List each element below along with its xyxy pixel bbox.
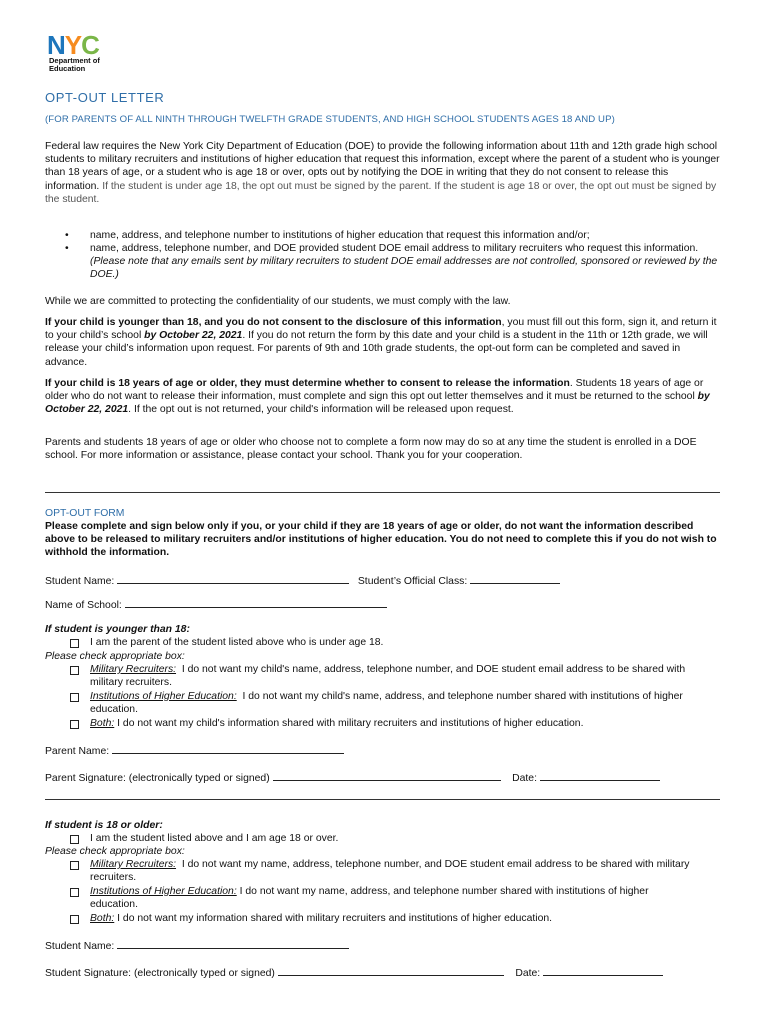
parent-name-label: Parent Name:: [45, 746, 110, 757]
over18-heading: If student is 18 or older:: [45, 820, 163, 831]
parent-military-checkbox[interactable]: [70, 666, 79, 675]
parent-confirm-checkbox[interactable]: [70, 639, 79, 648]
parent-name-field[interactable]: [112, 744, 344, 754]
nyc-doe-logo: [47, 33, 147, 83]
student-both-option: Both: I do not want my information shared with military recruiters and institutions of higher education.: [90, 913, 553, 924]
school-label: Name of School:: [45, 600, 122, 611]
divider: [45, 492, 720, 493]
parent-military-option: Military Recruiters: I do not want my child's name, address, telephone number, and DOE student email address to be shared with military recruiters.: [90, 664, 686, 689]
parent-both-checkbox[interactable]: [70, 720, 79, 729]
official-class-field[interactable]: [470, 574, 560, 584]
date-label: Date:: [515, 968, 541, 979]
bullet-text: name, address, telephone number, and DOE provided student DOE email address to military recruiters who request this information. (Please note that any emails sent by military recruiters to student DOE email addresses are not controlled, sponsored or reviewed by the DOE.): [90, 243, 718, 281]
student-military-option: Military Recruiters: I do not want my name, address, telephone number, and DOE student email address to be shared with military recruiters.: [90, 859, 690, 884]
under18-paragraph: If your child is younger than 18, and you do not consent to the disclosure of this information, you must fill out this form, sign it, and return it to your child’s school by October 22, 2021. If you do not return the form by this date and your child is a student in the 11th or 12th grade, we will release your child’s information upon request. For parents of 9th and 10th grade students, the opt-out form can be completed and saved in advance.: [45, 317, 717, 368]
student-confirm-label: I am the student listed above and I am age 18 or over.: [90, 833, 339, 844]
student-name-row: [45, 939, 725, 953]
form-title: OPT-OUT FORM: [45, 508, 125, 519]
intro-signature-rule: If the student is under age 18, the opt out must be signed by the parent. If the student is age 18 or over, the opt out must be signed by the student.: [45, 180, 717, 205]
under18-heading: If student is younger than 18:: [45, 624, 190, 635]
svg-text:NYC: NYC: [47, 33, 99, 57]
form-instructions: Please complete and sign below only if you, or your child if they are 18 years of age or older, do not want the information described above to be released to military recruiters and/or institutions of higher education. You do not need to complete this if you do not wish to withhold the information.: [45, 521, 717, 559]
parent-signature-row: [45, 771, 725, 785]
student-name-label: Student Name:: [45, 941, 115, 952]
school-row: [45, 598, 725, 612]
student-signature-label: Student Signature: (electronically typed or signed): [45, 968, 275, 979]
opt-out-letter-page: NYC Department of Education OPT-OUT LETTER (FOR PARENTS OF ALL NINTH THROUGH TWELFTH GRADE STUDENTS, AND HIGH SCHOOL STUDENTS AGES 18 AND UP) Federal law requires the New York City Department of Education (DOE) to provide the following information about 11th and 12th grade high school students to military recruiters and institutions of higher education that request this information, except where the parent of a student who is younger than 18 years of age, or a student who is age 18 or over, opts out by notifying the DOE in writing that they do not consent to release this information. If the student is under age 18, the opt out must be signed by the parent. If the student is age 18 or over, the opt out must be signed by the student. • name, address, and telephone number to institutions of higher education that request this information and/or; • name, address, telephone number, and DOE provided student DOE email address to military recruiters who request this information. (Please note that any emails sent by military recruiters to student DOE email addresses are not controlled, sponsored or reviewed by the DOE.) While we are committed to protecting the confidentiality of our students, we must comply with the law. If your child is younger than 18, and you do not consent to the disclosure of this information, you must fill out this form, sign it, and return it to your child’s school by October 22, 2021. If you do not return the form by this date and your child is a student in the 11th or 12th grade, we will release your child’s information upon request. For parents of 9th and 10th grade students, the opt-out form can be completed and saved in advance. If your child is 18 years of age or older, they must determine whether to consent to release the information. Students 18 years of age or older who do not want to release their information, must complete and sign this opt out letter themselves and it must be returned to the school by October 22, 2021. If the opt out is not returned, your child's information will be released upon request. Parents and students 18 years of age or older who choose not to complete a form now may do so at any time the student is enrolled in a DOE school. For more information or assistance, please contact your school. Thank you for your cooperation. OPT-OUT FORM Please complete and sign below only if you, or your child if they are 18 years of age or older, do not want the information described above to be released to military recruiters and/or institutions of higher education. You do not need to complete this if you do not wish to withhold the information. Student Name: Student’s Official Class: Name of School: If student is younger than 18: I am the parent of the student listed above who is under age 18. Please check appropriate box: Military Recruiters: I do not want my child's name, address, telephone number, and DOE student email address to be shared with military recruiters. Institutions of Higher Education: I do not want my child's name, address, and telephone number shared with institutions of higher education. Both: I do not want my child's information shared with military recruiters and institutions of higher education. Parent Name: Parent Signature: (electronically typed or signed) Date: If student is 18 or older: I am the student listed above and I am age 18 or over. Please check appropriate box: Military Recruiters: I do not want my name, address, telephone number, and DOE student email address to be shared with military recruiters. Institutions of Higher Education: I do not want my name, address, and telephone number shared with institutions of higher education. Both: I do not want my information shared with military recruiters and institutions of higher education. Student Name: Student Signature: (electronically typed or signed) Date:: [0, 0, 770, 1024]
parent-higher-ed-option: Institutions of Higher Education: I do not want my child's name, address, and telephone number shared with institutions of higher education.: [90, 691, 683, 716]
intro-text: Federal law requires the New York City Department of Education (DOE) to provide the following information about 11th and 12th grade high school students to military recruiters and institutions of higher education that request this information, except where the parent of a student who is younger than 18 years of age, or a student who is age 18 or over, opts out by notifying the DOE in writing that they do not consent to release this information.: [45, 141, 720, 192]
official-class-label: Student’s Official Class:: [357, 576, 468, 587]
date-label: Date:: [512, 773, 537, 784]
parent-name-row: [45, 744, 725, 758]
bullet-text: name, address, and telephone number to institutions of higher education that request this information and/or;: [90, 230, 590, 241]
parent-signature-field[interactable]: [273, 771, 501, 781]
parent-date-field[interactable]: [540, 771, 660, 781]
divider: [45, 799, 720, 800]
page-subtitle: (FOR PARENTS OF ALL NINTH THROUGH TWELFTH GRADE STUDENTS, AND HIGH SCHOOL STUDENTS AGES 18 AND UP): [45, 114, 615, 125]
student-name-label: Student Name:: [45, 576, 115, 587]
parent-signature-label: Parent Signature: (electronically typed or signed): [45, 773, 270, 784]
student-signature-field[interactable]: [278, 966, 504, 976]
logo-line2: Education: [49, 64, 86, 73]
school-field[interactable]: [125, 598, 387, 608]
email-disclaimer: (Please note that any emails sent by military recruiters to student DOE email addresses are not controlled, sponsored or reviewed by the DOE.): [90, 256, 718, 281]
student-higher-ed-checkbox[interactable]: [70, 888, 79, 897]
deadline: by October 22, 2021: [144, 330, 243, 342]
page-title: OPT-OUT LETTER: [45, 90, 165, 105]
parent-both-option: Both: I do not want my child's information shared with military recruiters and institutions of higher education.: [90, 718, 584, 729]
nyc-logo-mark: [47, 33, 139, 57]
check-instruction: Please check appropriate box:: [45, 846, 185, 857]
student-confirm-checkbox[interactable]: [70, 835, 79, 844]
confidentiality-statement: While we are committed to protecting the confidentiality of our students, we must comply with the law.: [45, 296, 511, 307]
logo-line1: Department of: [49, 56, 100, 65]
student-name-field-2[interactable]: [117, 939, 349, 949]
parents-note: Parents and students 18 years of age or older who choose not to complete a form now may do so at any time the student is enrolled in a DOE school. For more information or assistance, please contact your school. Thank you for your cooperation.: [45, 437, 697, 462]
student-signature-row: [45, 966, 725, 980]
student-class-row: [45, 574, 725, 588]
logo-caption: [49, 57, 100, 73]
student-higher-ed-option: Institutions of Higher Education: I do not want my name, address, and telephone number shared with institutions of higher education.: [90, 886, 649, 911]
student-both-checkbox[interactable]: [70, 915, 79, 924]
student-military-checkbox[interactable]: [70, 861, 79, 870]
over18-paragraph: If your child is 18 years of age or older, they must determine whether to consent to release the information. Students 18 years of age or older who do not want to release their information, must complete and sign this opt out letter themselves and it must be returned to the school by October 22, 2021. If the opt out is not returned, your child's information will be released upon request.: [45, 378, 710, 416]
check-instruction: Please check appropriate box:: [45, 651, 185, 662]
parent-confirm-label: I am the parent of the student listed above who is under age 18.: [90, 637, 384, 648]
student-name-field[interactable]: [117, 574, 349, 584]
intro-paragraph: [45, 140, 725, 206]
student-date-field[interactable]: [543, 966, 663, 976]
parent-higher-ed-checkbox[interactable]: [70, 693, 79, 702]
deadline: by October 22, 2021: [45, 391, 710, 416]
